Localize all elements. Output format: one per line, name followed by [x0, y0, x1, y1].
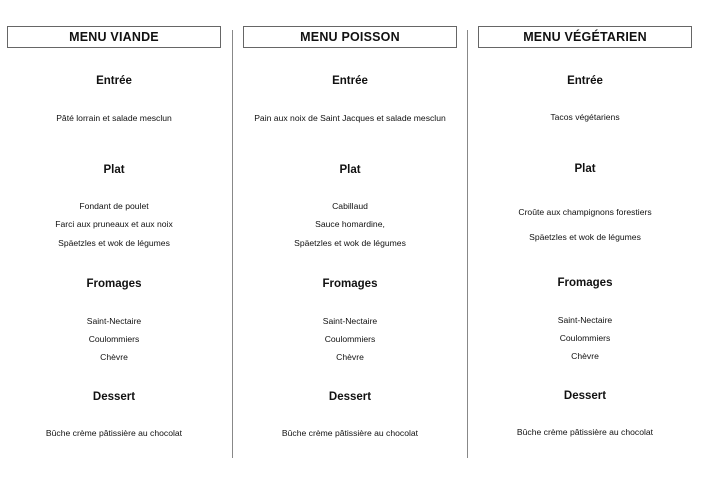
section-title-plat: Plat	[339, 164, 361, 176]
column-divider	[232, 30, 233, 458]
entree-item: Tacos végétariens	[550, 112, 620, 122]
menu-title: MENU POISSON	[243, 26, 457, 48]
entree-item: Pain aux noix de Saint Jacques et salade mesclun	[254, 113, 446, 123]
dessert-item: Bûche crème pâtissière au chocolat	[45, 428, 183, 438]
plat-item: Farci aux pruneaux et aux noix	[55, 219, 173, 229]
section-title-dessert: Dessert	[563, 390, 607, 402]
menu-title: MENU VIANDE	[7, 26, 221, 48]
plat-item: Sauce homardine,	[315, 219, 385, 229]
section-title-dessert: Dessert	[328, 391, 372, 403]
plat-item: Cabillaud	[332, 201, 368, 211]
section-title-fromages: Fromages	[86, 278, 142, 290]
fromage-item: Chèvre	[100, 352, 128, 362]
menu-viande	[7, 26, 221, 456]
fromage-item: Saint-Nectaire	[86, 316, 142, 326]
section-title-entree: Entrée	[567, 75, 603, 87]
section-title-entree: Entrée	[96, 75, 132, 87]
section-title-plat: Plat	[574, 163, 596, 175]
section-title-entree: Entrée	[332, 75, 368, 87]
fromage-item: Chèvre	[336, 352, 364, 362]
section-title-dessert: Dessert	[92, 391, 136, 403]
fromage-item: Coulommiers	[559, 333, 611, 343]
entree-item: Pâté lorrain et salade mesclun	[56, 113, 172, 123]
dessert-item: Bûche crème pâtissière au chocolat	[516, 427, 654, 437]
fromage-item: Saint-Nectaire	[557, 315, 613, 325]
plat-item: Späetzles et wok de légumes	[58, 238, 170, 248]
menu-title: MENU VÉGÉTARIEN	[478, 26, 692, 48]
column-divider	[467, 30, 468, 458]
section-title-plat: Plat	[103, 164, 125, 176]
plat-item: Späetzles et wok de légumes	[529, 232, 641, 242]
section-title-fromages: Fromages	[322, 278, 378, 290]
fromage-item: Saint-Nectaire	[322, 316, 378, 326]
fromage-item: Coulommiers	[88, 334, 140, 344]
menu-vegetarien	[478, 26, 692, 456]
plat-item: Fondant de poulet	[79, 201, 149, 211]
plat-item: Croûte aux champignons forestiers	[518, 207, 652, 217]
plat-item: Späetzles et wok de légumes	[294, 238, 406, 248]
dessert-item: Bûche crème pâtissière au chocolat	[281, 428, 419, 438]
section-title-fromages: Fromages	[557, 277, 613, 289]
fromage-item: Chèvre	[571, 351, 599, 361]
menu-poisson	[243, 26, 457, 456]
fromage-item: Coulommiers	[324, 334, 376, 344]
